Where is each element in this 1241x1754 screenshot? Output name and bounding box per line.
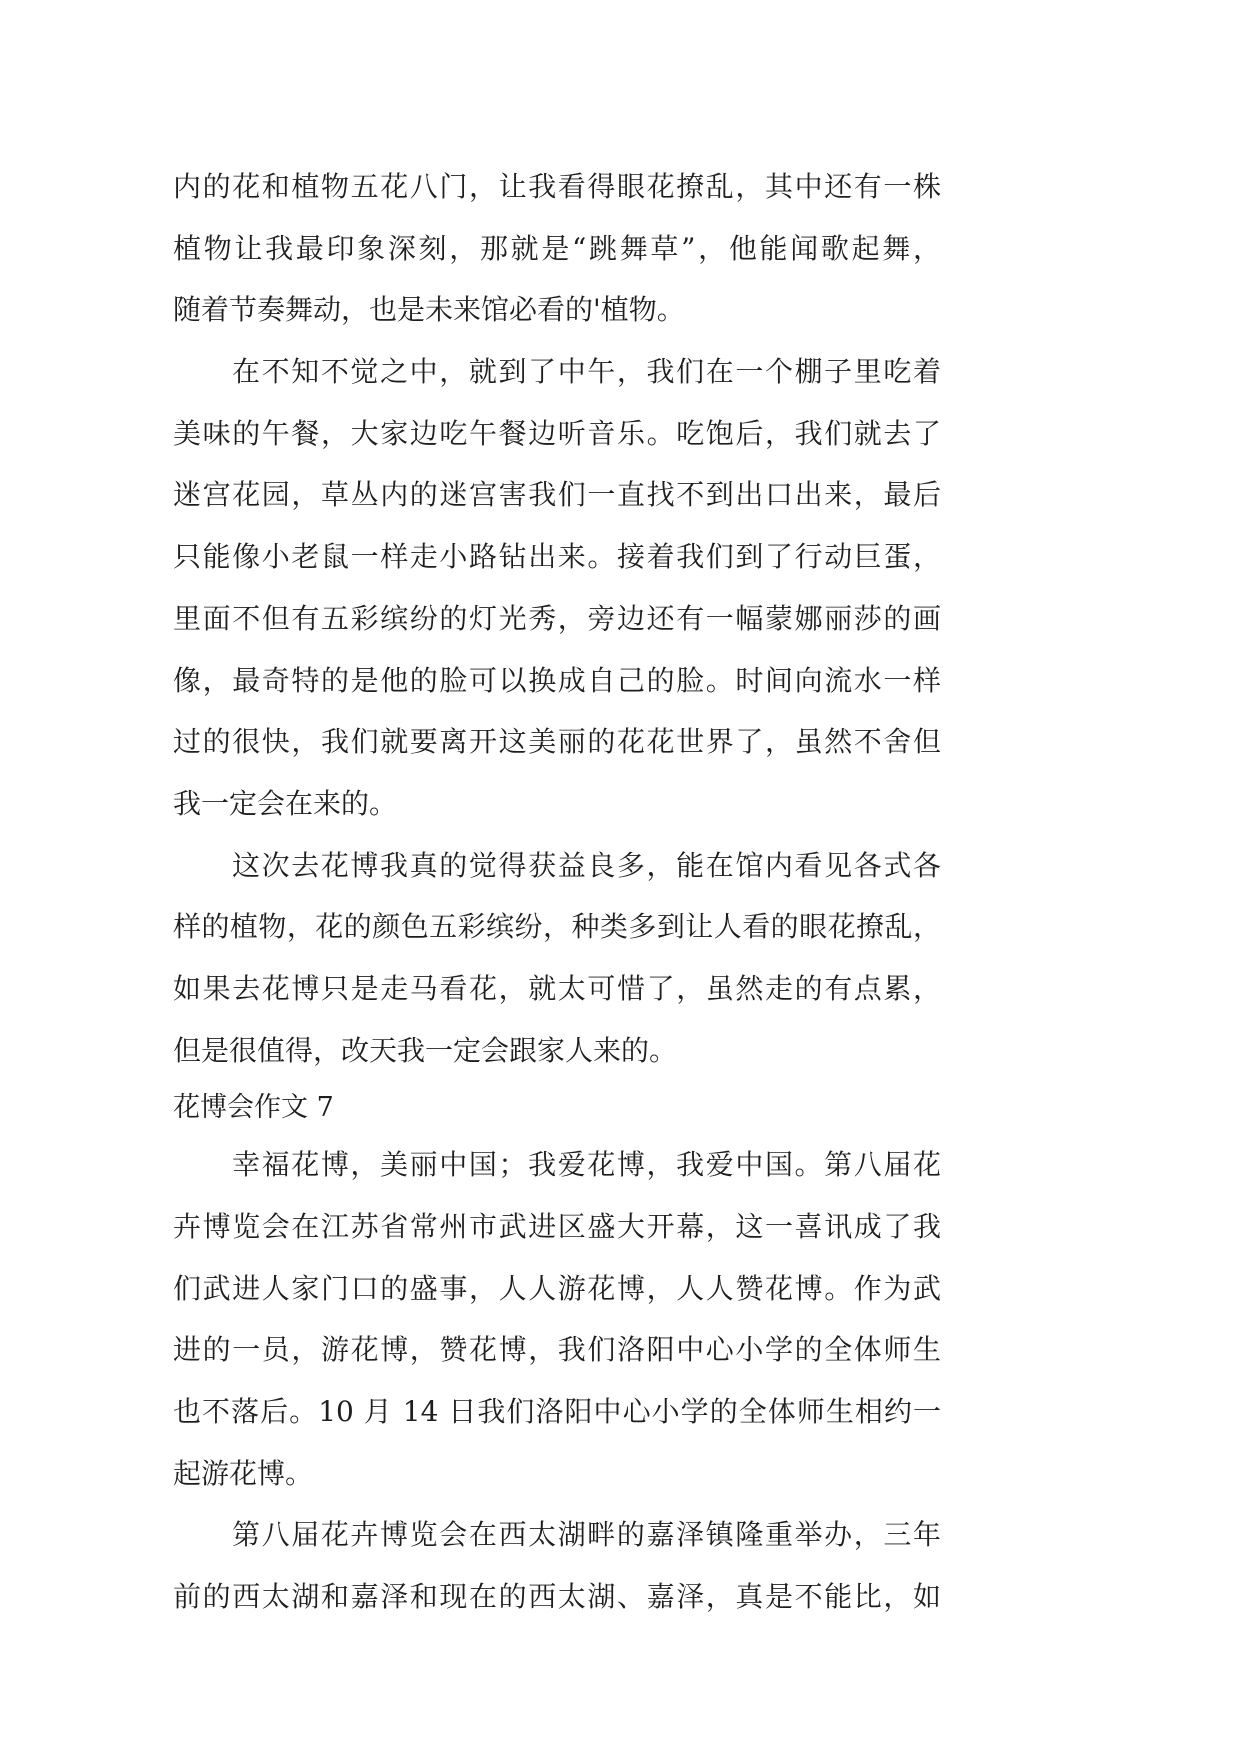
text-line: 像，最奇特的是他的脸可以换成自己的脸。时间向流水一样 [173,663,941,697]
text-line: 幸福花博，美丽中国；我爱花博，我爱中国。第八届花 [232,1148,941,1182]
text-line: 进的一员，游花博，赞花博，我们洛阳中心小学的全体师生 [173,1333,941,1367]
text-line: 如果去花博只是走马看花，就太可惜了，虽然走的有点累， [173,971,941,1005]
paragraph [173,341,941,835]
text-line: 第八届花卉博览会在西太湖畔的嘉泽镇隆重举办，三年 [232,1518,941,1552]
text-line: 只能像小老鼠一样走小路钻出来。接着我们到了行动巨蛋， [173,540,941,574]
paragraph [173,835,941,1082]
text-line: 我一定会在来的。 [173,786,398,820]
text-line: 们武进人家门口的盛事，人人游花博，人人赞花博。作为武 [173,1271,941,1305]
text-line: 植物让我最印象深刻，那就是“跳舞草”，他能闻歌起舞， [173,231,941,265]
text-line: 也不落后。10 月 14 日我们洛阳中心小学的全体师生相约一 [173,1395,941,1429]
text-line: 迷宫花园，草丛内的迷宫害我们一直找不到出口出来，最后 [173,478,941,512]
paragraph [173,1134,941,1504]
text-line: 样的植物，花的颜色五彩缤纷，种类多到让人看的眼花撩乱， [173,910,941,944]
text-line: 随着节奏舞动，也是未来馆必看的'植物。 [173,293,685,327]
paragraph [173,156,941,341]
text-line: 但是很值得，改天我一定会跟家人来的。 [173,1033,678,1067]
text-line: 内的花和植物五花八门，让我看得眼花撩乱，其中还有一株 [173,170,941,203]
text-line: 这次去花博我真的觉得获益良多，能在馆内看见各式各 [232,848,941,882]
text-line: 起游花博。 [173,1456,314,1490]
text-line: 美味的午餐，大家边吃午餐边听音乐。吃饱后，我们就去了 [173,416,941,450]
text-line: 过的很快，我们就要离开这美丽的花花世界了，虽然不舍但 [173,725,941,759]
document-body [173,156,941,1628]
paragraph [173,1504,941,1627]
text-line: 前的西太湖和嘉泽和现在的西太湖、嘉泽，真是不能比，如 [173,1580,941,1614]
text-line: 卉博览会在江苏省常州市武进区盛大开幕，这一喜讯成了我 [173,1210,941,1243]
essay-title: 花博会作文 7 [173,1092,334,1124]
text-line: 里面不但有五彩缤纷的灯光秀，旁边还有一幅蒙娜丽莎的画 [173,601,941,635]
text-line: 在不知不觉之中，就到了中午，我们在一个棚子里吃着 [232,355,941,389]
